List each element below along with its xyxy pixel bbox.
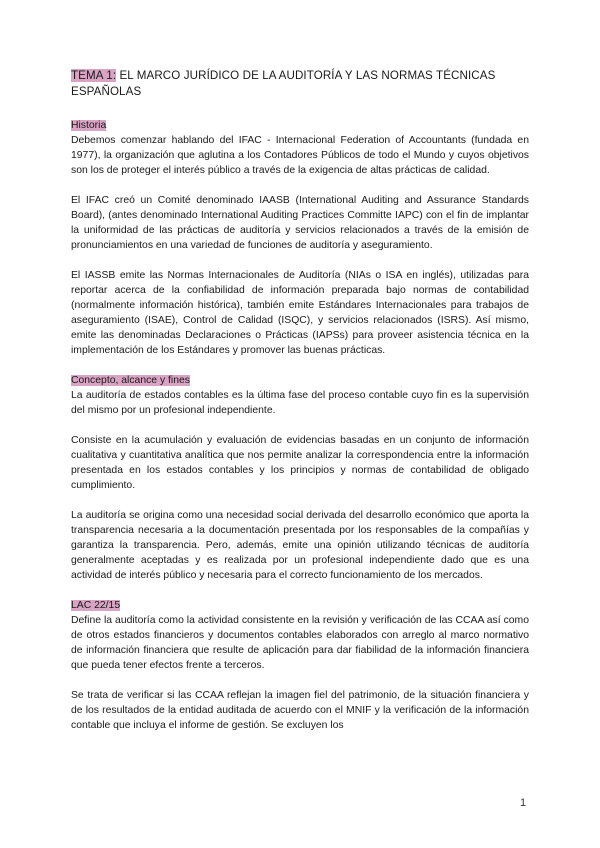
paragraph: Debemos comenzar hablando del IFAC - Internacional Federation of Accountants (fundada en 1977), la organización que aglutina a los Contadores Públicos de todo el Mundo y cuyos objetivos son los de proteger el interés público a través de la exigencia de altas prácticas de calidad. [71,135,529,176]
paragraph: La auditoría de estados contables es la última fase del proceso contable cuyo fin es la supervisión del mismo por un profesional independiente. [71,390,529,416]
page-number: 1 [520,797,527,809]
paragraph: Se trata de verificar si las CCAA reflejan la imagen fiel del patrimonio, de la situación financiera y de los resultados de la entidad auditada de acuerdo con el MNIF y la verificación de la información contable que incluya el informe de gestión. Se excluyen los [71,690,529,731]
paragraph: El IFAC creó un Comité denominado IAASB (International Auditing and Assurance Standards Board), (antes denominado International Auditing Practices Committe IAPC) con el fin de implantar la uniformidad de las prácticas de auditoría y servicios relacionados a través de la emisión de pronunciamientos en una variedad de funciones de auditoría y aseguramiento. [71,195,529,251]
section-lac [71,598,529,733]
section-heading: LAC 22/15 [71,600,121,611]
section-heading: Historia [71,120,107,131]
section-heading: Concepto, alcance y fines [71,375,190,386]
section-concepto [71,373,529,583]
paragraph: Define la auditoría como la actividad consistente en la revisión y verificación de las CCAA así como de otros estados financieros y documentos contables elaborados con arreglo al marco normativo de información financiera que resulte de aplicación para dar fiabilidad de la información financiera que pueda tener efectos frente a terceros. [71,615,529,671]
section-historia [71,118,529,358]
title-text: EL MARCO JURÍDICO DE LA AUDITORÍA Y LAS NORMAS TÉCNICAS ESPAÑOLAS [71,69,496,98]
document-title [71,68,529,100]
document-page [71,68,529,748]
title-highlight: TEMA 1: [71,69,117,82]
paragraph: Consiste en la acumulación y evaluación de evidencias basadas en un conjunto de información cualitativa y cuantitativa analítica que nos permite analizar la correspondencia entre la información presentada en los estados contables y los principios y normas de contabilidad de obligado cumplimiento. [71,435,529,491]
paragraph: El IASSB emite las Normas Internacionales de Auditoría (NIAs o ISA en inglés), utilizadas para reportar acerca de la confiabilidad de información preparada bajo normas de contabilidad (normalmente información histórica), también emite Estándares Internacionales para trabajos de aseguramiento (ISAE), Control de Calidad (ISQC), y servicios relacionados (ISRS). Así mismo, emite las denominadas Declaraciones o Prácticas (IAPSs) para proveer asistencia técnica en la implementación de los Estándares y promover las buenas prácticas. [71,270,529,356]
paragraph: La auditoría se origina como una necesidad social derivada del desarrollo económico que aporta la transparencia necesaria a la documentación presentada por los responsables de la compañías y garantiza la transparencia. Pero, además, emite una opinión utilizando técnicas de auditoría generalmente aceptadas y es realizada por un profesional independiente dado que es una actividad de interés público y necesaria para el correcto funcionamiento de los mercados. [71,510,529,581]
